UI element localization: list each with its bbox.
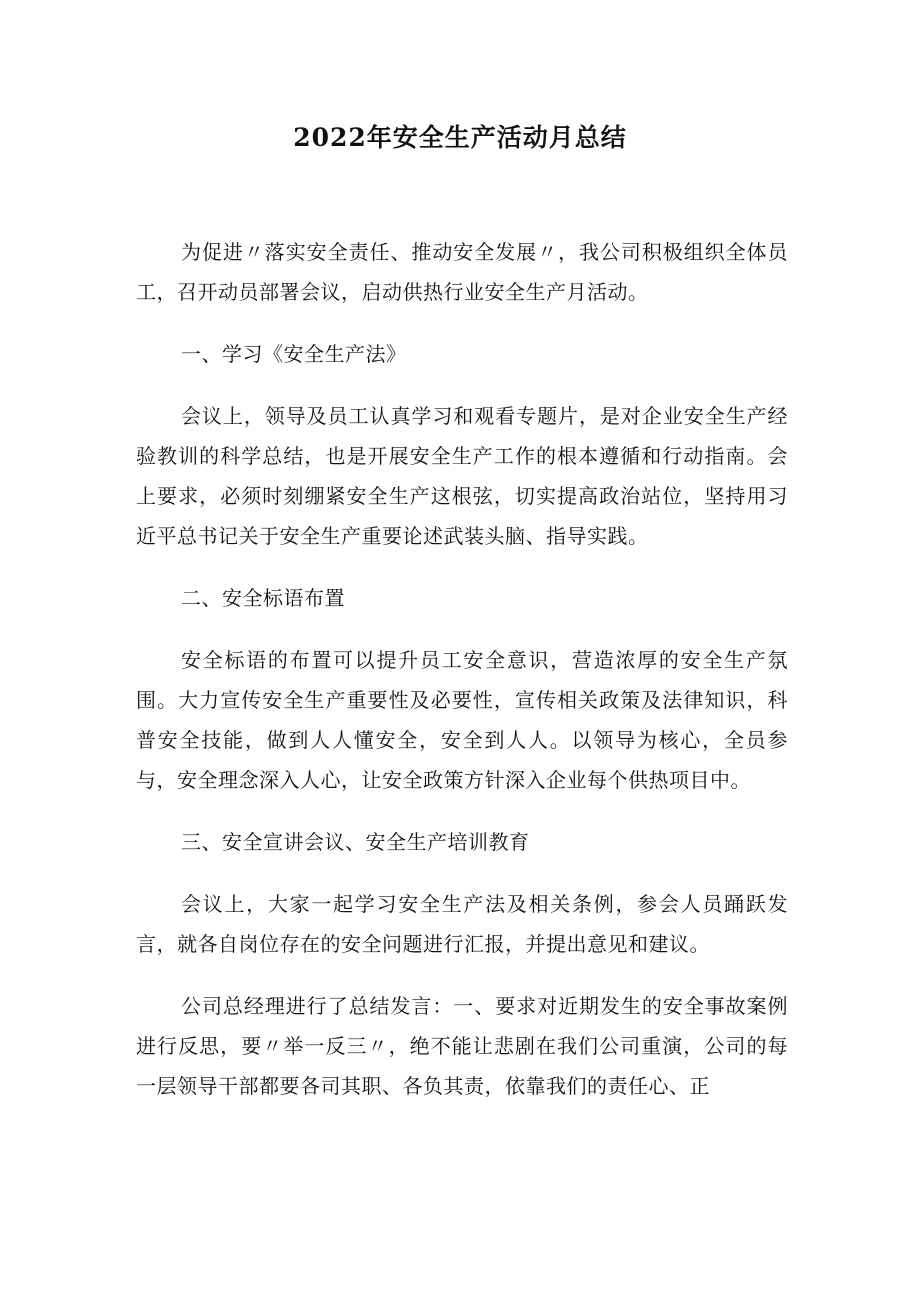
document-title: 2022年安全生产活动月总结 xyxy=(293,123,627,152)
section-2-paragraph: 安全标语的布置可以提升员工安全意识，营造浓厚的安全生产氛围。大力宣传安全生产重要性及必要性，宣传相关政策及法律知识，科普安全技能，做到人人懂安全，安全到人人。以领导为核心，全员参与，安全理念深入人心，让安全政策方针深入企业每个供热项目中。 xyxy=(136,648,788,792)
section-3-paragraph-2: 公司总经理进行了总结发言：一、要求对近期发生的安全事故案例进行反思，要〃举一反三〃，绝不能让悲剧在我们公司重演，公司的每一层领导干部都要各司其职、各负其责，依靠我们的责任心、正 xyxy=(136,994,788,1098)
section-heading-2: 二、安全标语布置 xyxy=(181,586,345,610)
section-1-paragraph: 会议上，领导及员工认真学习和观看专题片，是对企业安全生产经验教训的科学总结，也是开展安全生产工作的根本遵循和行动指南。会上要求，必须时刻绷紧安全生产这根弦，切实提高政治站位，坚持用习近平总书记关于安全生产重要论述武装头脑、指导实践。 xyxy=(136,404,788,548)
section-3-paragraph-1: 会议上，大家一起学习安全生产法及相关条例，参会人员踊跃发言，就各自岗位存在的安全问题进行汇报，并提出意见和建议。 xyxy=(136,892,788,956)
document-body xyxy=(136,232,788,1128)
section-heading-3: 三、安全宣讲会议、安全生产培训教育 xyxy=(181,830,530,854)
section-heading-1: 一、学习《安全生产法》 xyxy=(181,342,407,366)
intro-paragraph: 为促进〃落实安全责任、推动安全发展〃，我公司积极组织全体员工，召开动员部署会议，启动供热行业安全生产月活动。 xyxy=(136,240,788,304)
